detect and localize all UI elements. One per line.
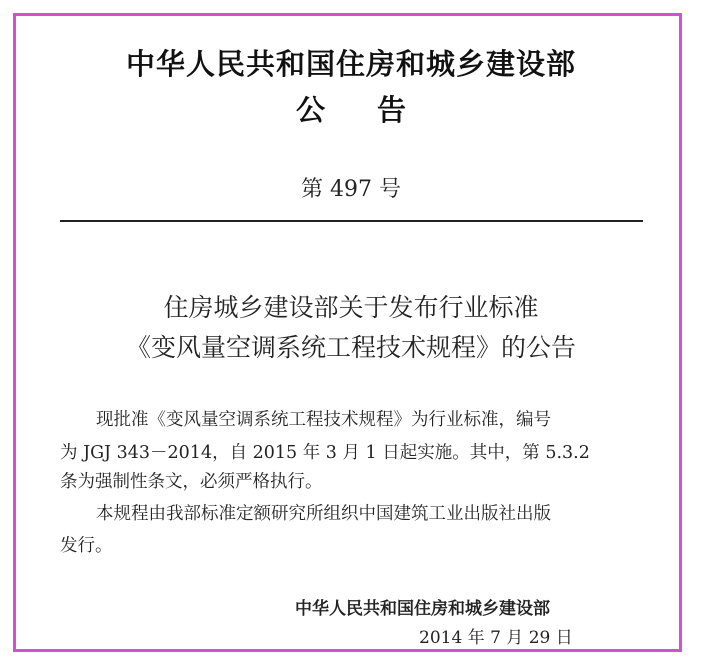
body-paragraph-1-line-2: 为 JGJ 343－2014，自 2015 年 3 月 1 日起实施。其中，第 5.3.2 [60, 443, 590, 463]
body-paragraph-2-line-1: 本规程由我部标准定额研究所组织中国建筑工业出版社出版 [96, 504, 551, 524]
header-divider [60, 220, 643, 222]
body-paragraph-2-line-2: 发行。 [60, 536, 113, 556]
issuer-signature: 中华人民共和国住房和城乡建设部 [295, 599, 550, 619]
notice-number: 第 497 号 [301, 177, 401, 202]
body-paragraph-1-line-1: 现批准《变风量空调系统工程技术规程》为行业标准，编号 [96, 410, 551, 430]
document-title-line-1: 住房城乡建设部关于发布行业标准 [163, 293, 539, 322]
notice-heading: 公告 [295, 93, 458, 127]
issue-date: 2014 年 7 月 29 日 [419, 628, 573, 648]
ministry-title: 中华人民共和国住房和城乡建设部 [125, 47, 576, 81]
body-paragraph-1-line-3: 条为强制性条文，必须严格执行。 [60, 472, 323, 492]
document-title-line-2: 《变风量空调系统工程技术规程》的公告 [125, 333, 576, 362]
